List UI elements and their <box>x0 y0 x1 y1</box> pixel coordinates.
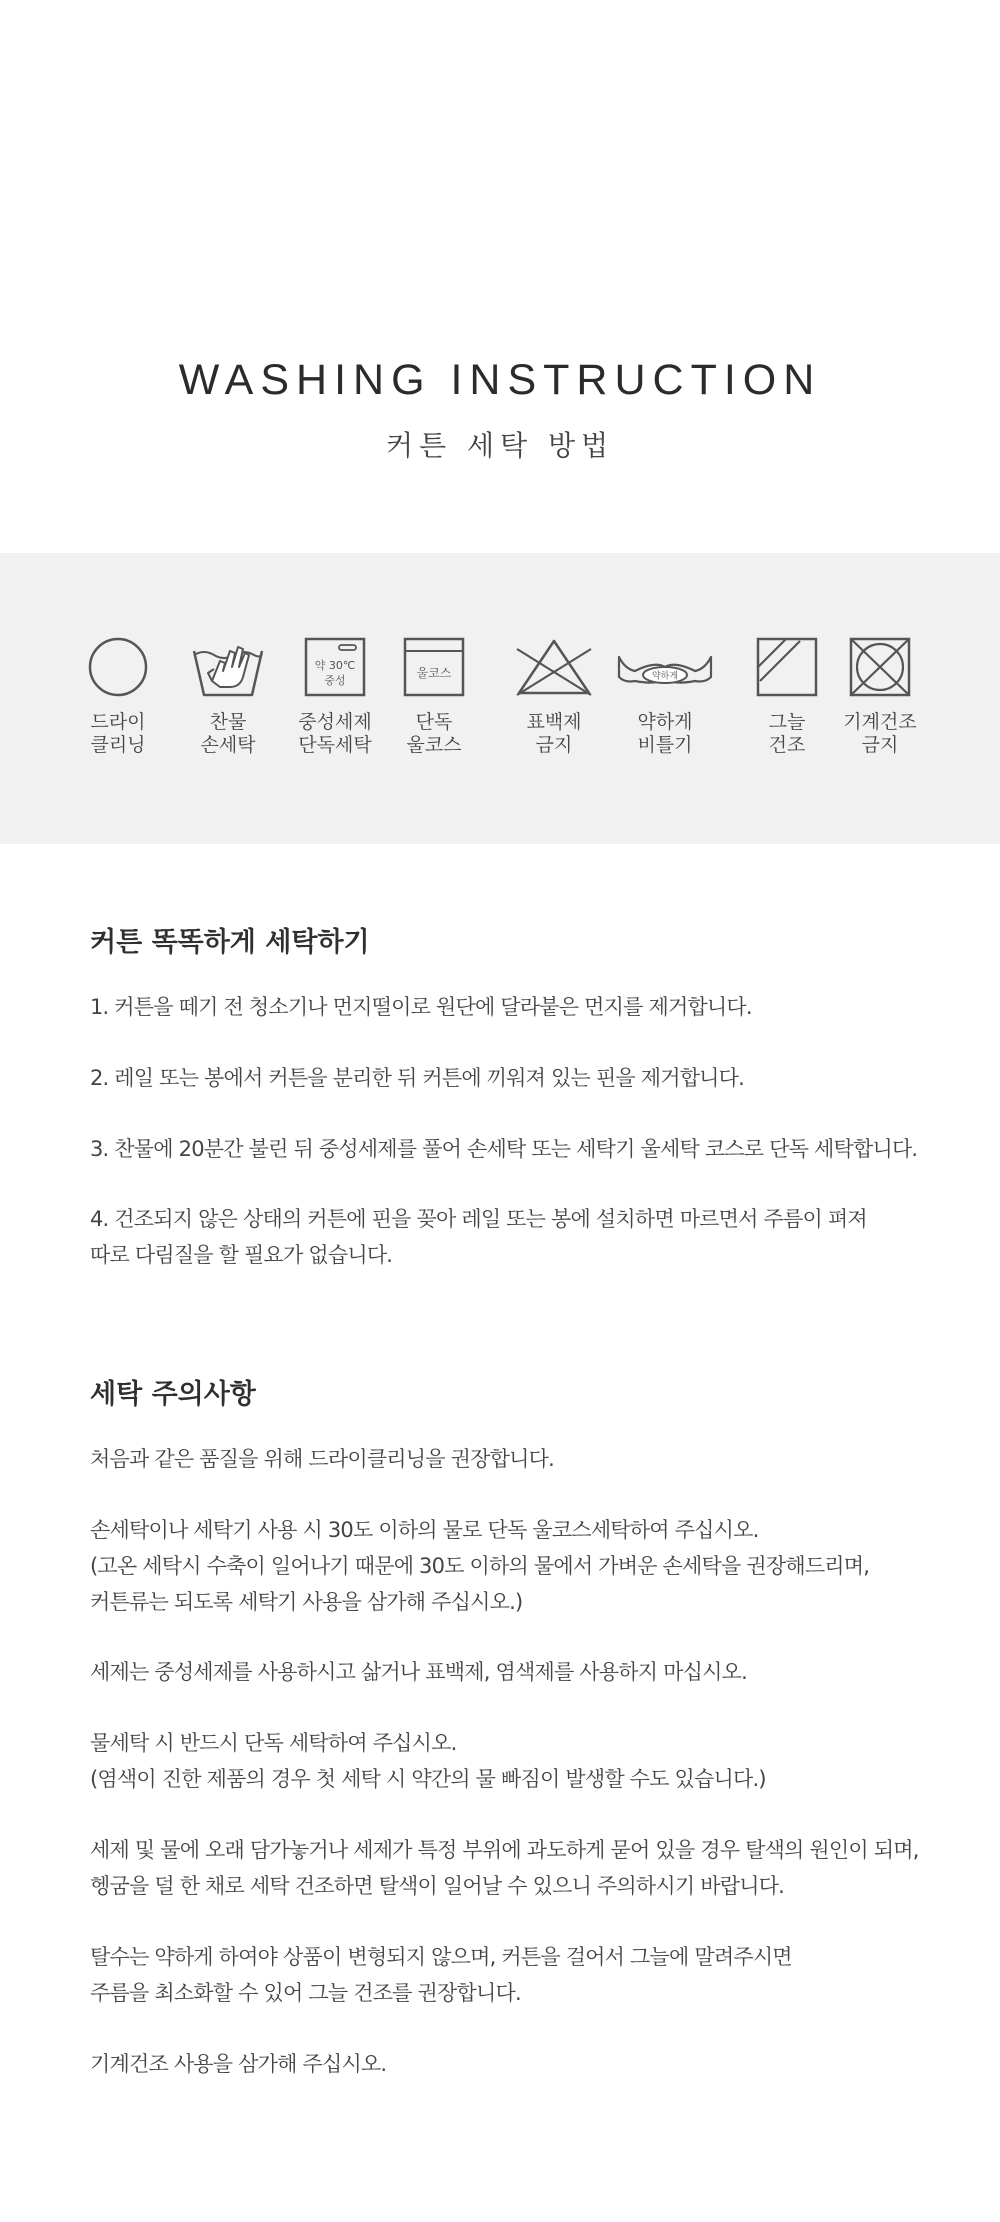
care-item-wool-course <box>374 637 494 757</box>
care-label: 드라이 클리닝 <box>90 711 146 756</box>
caution-item: 탈수는 약하게 하여야 상품이 변형되지 않으며, 커튼을 걸어서 그늘에 말려주시면 주름을 최소화할 수 있어 그늘 건조를 권장합니다. <box>90 1945 792 2005</box>
page-subtitle: 커튼 세탁 방법 <box>385 429 615 462</box>
care-label: 단독 울코스 <box>406 711 462 756</box>
care-label: 중성세제 단독세탁 <box>298 711 372 756</box>
caution-item: 기계건조 사용을 삼가해 주십시오. <box>90 2052 387 2076</box>
caution-item: 손세탁이나 세탁기 사용 시 30도 이하의 물로 단독 울코스세탁하여 주십시오. (고온 세탁시 수축이 일어나기 때문에 30도 이하의 물에서 가벼운 손세탁을 권장해드리며, 커튼류는 되도록 세탁기 사용을 삼가해 주십시오.) <box>90 1518 870 1614</box>
care-item-dry-cleaning <box>58 637 178 757</box>
dry-cleaning-icon <box>88 637 148 697</box>
caution-item: 세제는 중성세제를 사용하시고 삶거나 표백제, 염색제를 사용하지 마십시오. <box>90 1660 747 1684</box>
cautions-heading: 세탁 주의사항 <box>90 1379 256 1410</box>
caution-item: 세제 및 물에 오래 담가놓거나 세제가 특정 부위에 과도하게 묻어 있을 경우 탈색의 원인이 되며, 헹굼을 덜 한 채로 세탁 건조하면 탈색이 일어날 수 있으니 주의하시기 바랍니다. <box>90 1838 919 1898</box>
icon-text-temperature: 약 30℃ <box>314 659 356 672</box>
machine-wash-30-icon <box>304 637 366 697</box>
care-label: 약하게 비틀기 <box>637 711 693 756</box>
washing-step: 2. 레일 또는 봉에서 커튼을 분리한 뒤 커튼에 끼워져 있는 핀을 제거합니다. <box>90 1066 745 1090</box>
cold-hand-wash-icon <box>190 637 266 697</box>
wool-course-icon <box>403 637 465 697</box>
washing-step: 3. 찬물에 20분간 불린 뒤 중성세제를 풀어 손세탁 또는 세탁기 울세탁 코스로 단독 세탁합니다. <box>90 1137 918 1161</box>
washing-step: 4. 건조되지 않은 상태의 커튼에 핀을 꽂아 레일 또는 봉에 설치하면 마르면서 주름이 펴져 따로 다림질을 할 필요가 없습니다. <box>90 1207 867 1267</box>
care-label: 표백제 금지 <box>526 711 582 756</box>
page-title: WASHING INSTRUCTION <box>178 356 822 404</box>
caution-item: 물세탁 시 반드시 단독 세탁하여 주십시오. (염색이 진한 제품의 경우 첫 세탁 시 약간의 물 빠짐이 발생할 수도 있습니다.) <box>90 1731 766 1791</box>
care-item-gentle-wring <box>605 637 725 757</box>
icon-text-neutral: 중성 <box>324 674 346 687</box>
care-label: 그늘 건조 <box>768 711 806 756</box>
care-item-no-tumble-dry <box>820 637 940 757</box>
gentle-wring-icon <box>615 637 715 697</box>
care-item-no-bleach <box>494 637 614 757</box>
icon-text-wool: 울코스 <box>416 666 452 680</box>
care-icons-band <box>0 553 1000 844</box>
care-label: 기계건조 금지 <box>843 711 917 756</box>
care-label: 찬물 손세탁 <box>200 711 256 756</box>
care-item-hand-wash <box>168 637 288 757</box>
icon-text-gentle: 약하게 <box>651 671 679 682</box>
shade-dry-icon <box>756 637 818 697</box>
washing-heading: 커튼 똑똑하게 세탁하기 <box>90 927 370 958</box>
no-bleach-icon <box>513 637 595 697</box>
no-tumble-dry-icon <box>849 637 911 697</box>
washing-step: 1. 커튼을 떼기 전 청소기나 먼지떨이로 원단에 달라붙은 먼지를 제거합니다. <box>90 995 752 1019</box>
caution-item: 처음과 같은 품질을 위해 드라이클리닝을 권장합니다. <box>90 1447 554 1471</box>
